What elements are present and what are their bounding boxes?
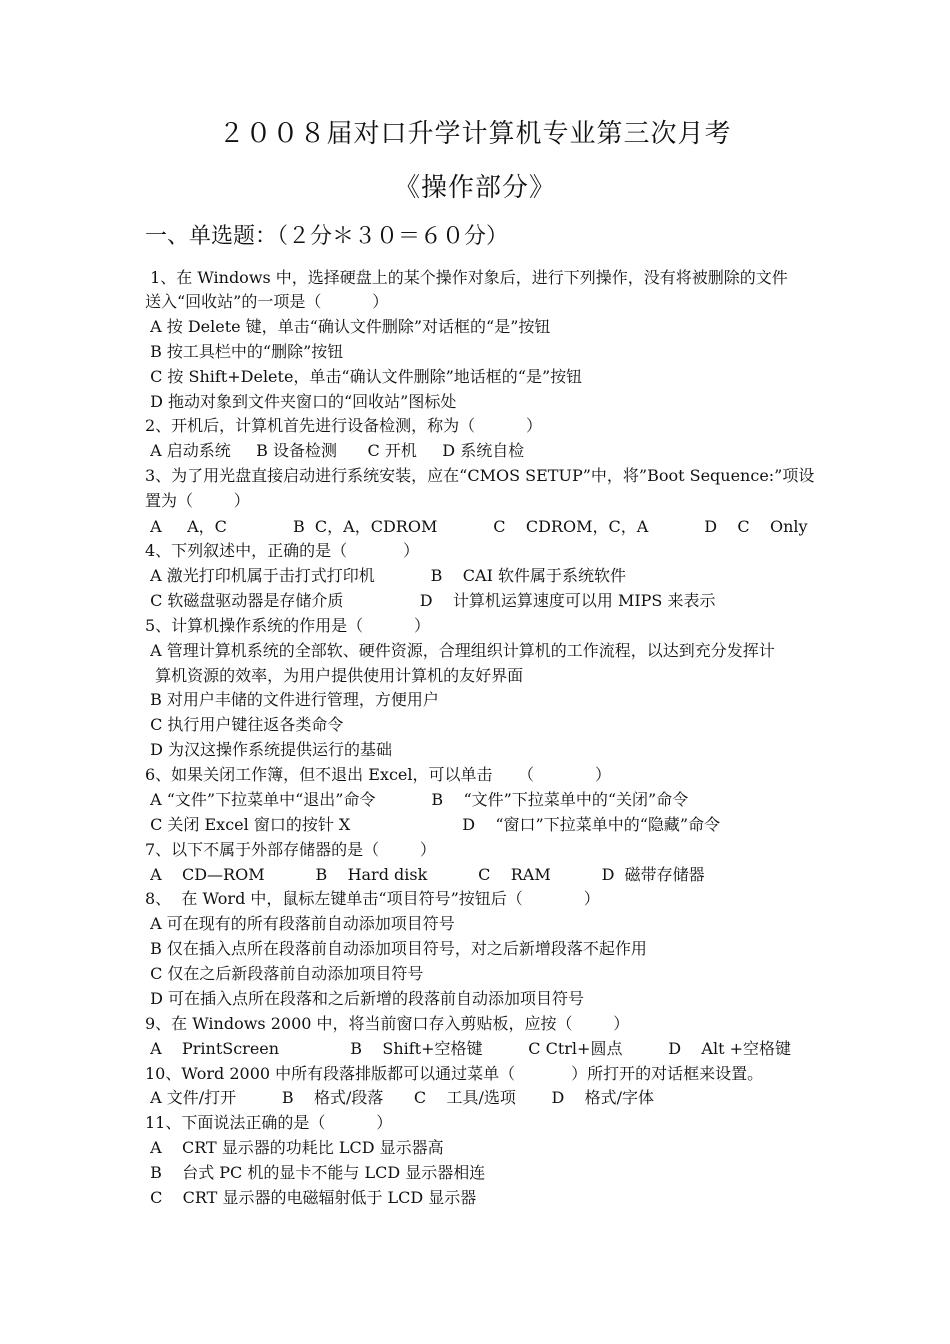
option-line: B 台式 PC 机的显卡不能与 LCD 显示器相连 [145,1163,486,1182]
question-line: 9、在 Windows 2000 中，将当前窗口存入剪贴板，应按（ ） [145,1014,630,1033]
question-line: 送入“回收站”的一项是（ ） [145,292,389,311]
question-line: 10、Word 2000 中所有段落排版都可以通过菜单（ ）所打开的对话框来设置。 [145,1064,764,1083]
question-line: 3、为了用光盘直接启动进行系统安装，应在“CMOS SETUP”中，将”Boot Sequence:”项设 [145,466,815,485]
option-line: A CRT 显示器的功耗比 LCD 显示器高 [145,1138,444,1157]
option-line: A 可在现有的所有段落前自动添加项目符号 [145,914,455,933]
option-line: A A，C B C，A，CDROM C CDROM，C，A D C Only [145,517,808,536]
option-line: C 关闭 Excel 窗口的按针 X D “窗口”下拉菜单中的“隐藏”命令 [145,815,721,834]
question-line: 8、 在 Word 中，鼠标左键单击“项目符号”按钮后（ ） [145,889,600,908]
question-line: 7、以下不属于外部存储器的是（ ） [145,840,436,859]
question-line: 11、下面说法正确的是（ ） [145,1113,393,1132]
option-line: C 按 Shift+Delete，单击“确认文件删除”地话框的“是”按钮 [145,367,583,386]
option-line: D 可在插入点所在段落和之后新增的段落前自动添加项目符号 [145,989,585,1008]
option-line: C 执行用户键往返各类命令 [145,715,344,734]
question-line: 5、计算机操作系统的作用是（ ） [145,616,431,635]
section-heading: 一、单选题：（２分＊３０＝６０分） [145,224,509,249]
option-line: C CRT 显示器的电磁辐射低于 LCD 显示器 [145,1188,477,1207]
option-line: A 激光打印机属于击打式打印机 B CAI 软件属于系统软件 [145,566,626,585]
exam-subtitle: 《操作部分》 [393,173,556,203]
question-line: 1、在 Windows 中，选择硬盘上的某个操作对象后，进行下列操作，没有将被删除的文件 [145,268,788,287]
question-line: 6、如果关闭工作簿，但不退出 Excel，可以单击 （ ） [145,765,611,784]
option-line: B 对用户丰储的文件进行管理，方便用户 [145,690,439,709]
option-line: A CD—ROM B Hard disk C RAM D 磁带存储器 [145,865,705,884]
option-line: C 软磁盘驱动器是存储介质 D 计算机运算速度可以用 MIPS 来表示 [145,591,716,610]
option-line: A 文件/打开 B 格式/段落 C 工具/选项 D 格式/字体 [145,1088,655,1107]
question-line: 2、开机后，计算机首先进行设备检测，称为（ ） [145,416,543,435]
option-line: A “文件”下拉菜单中“退出”命令 B “文件”下拉菜单中的“关闭”命令 [145,790,689,809]
option-line: B 按工具栏中的“删除”按钮 [145,342,344,361]
option-line: D 拖动对象到文件夹窗口的“回收站”图标处 [145,392,457,411]
option-line: C 仅在之后新段落前自动添加项目符号 [145,964,424,983]
option-line: 算机资源的效率，为用户提供使用计算机的友好界面 [145,666,524,685]
option-line: A 按 Delete 键，单击“确认文件删除”对话框的“是”按钮 [145,317,551,336]
option-line: D 为汉这操作系统提供运行的基础 [145,740,393,759]
option-line: A 管理计算机系统的全部软、硬件资源，合理组织计算机的工作流程，以达到充分发挥计 [145,641,775,660]
option-line: A 启动系统 B 设备检测 C 开机 D 系统自检 [145,441,525,460]
option-line: B 仅在插入点所在段落前自动添加项目符号，对之后新增段落不起作用 [145,939,647,958]
question-line: 置为（ ） [145,491,250,510]
question-line: 4、下列叙述中，正确的是（ ） [145,541,420,560]
option-line: A PrintScreen B Shift+空格键 C Ctrl+圆点 D Alt +空格键 [145,1039,791,1058]
exam-title: ２００８届对口升学计算机专业第三次月考 [218,119,732,149]
